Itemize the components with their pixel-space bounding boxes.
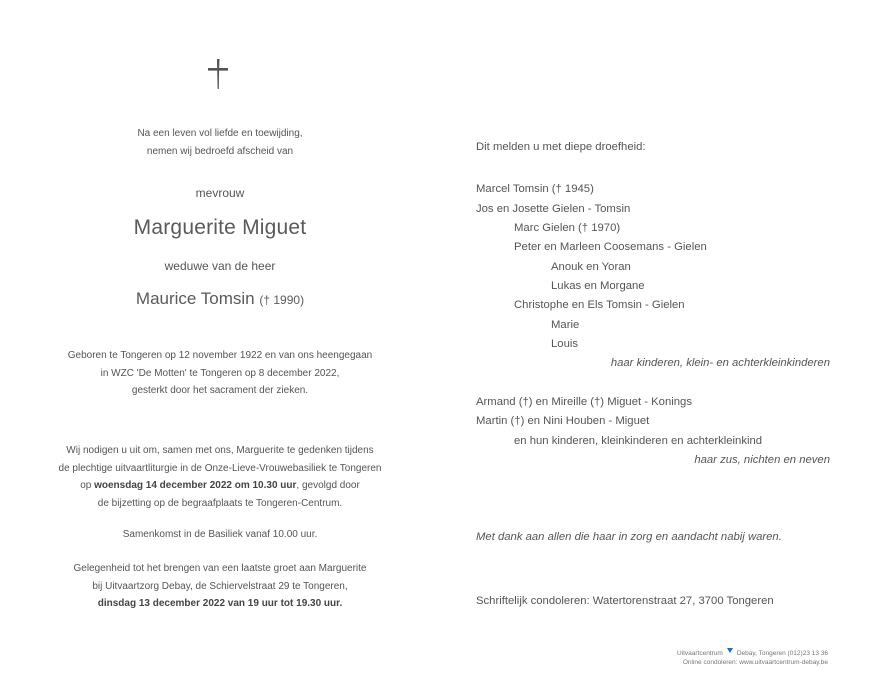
spouse-line — [0, 289, 440, 309]
invitation-line — [0, 477, 440, 495]
mourner-item: Peter en Marleen Coosemans - Gielen — [514, 241, 707, 253]
birth-death-text — [0, 347, 440, 400]
title-prefix: mevrouw — [195, 186, 245, 200]
mourner-item: Louis — [551, 338, 579, 350]
relation-text: weduwe van de heer — [164, 259, 276, 273]
funeral-date: woensdag 14 december 2022 om 10.30 uur — [94, 480, 297, 491]
invitation-pre: op — [80, 480, 95, 491]
debay-logo-icon — [727, 648, 733, 653]
spouse-name: Maurice Tomsin — [135, 289, 255, 308]
mourner-item: en hun kinderen, kleinkinderen en achterkleinkind — [514, 435, 763, 447]
mourner-item: Anouk en Yoran — [551, 261, 631, 273]
birth-death-line: in WZC 'De Motten' te Tongeren op 8 december 2022, — [100, 367, 340, 379]
family2-caption: haar zus, nichten en neven — [694, 454, 830, 466]
funeral-home-footer — [677, 648, 828, 667]
spouse-death: († 1990) — [259, 293, 305, 307]
birth-death-line: Geboren te Tongeren op 12 november 1922 en van ons heengegaan — [67, 350, 373, 361]
mourner-item: Martin (†) en Nini Houben - Miguet — [476, 415, 650, 427]
mourner-item: Marc Gielen († 1970) — [514, 222, 621, 234]
invitation-post: , gevolgd door — [296, 480, 360, 491]
mourners-heading: Dit melden u met diepe droefheid: — [476, 141, 646, 153]
invitation-text — [0, 442, 440, 512]
mourner-item: Armand (†) en Mireille (†) Miguet - Konings — [476, 396, 692, 408]
mourner-item: Marcel Tomsin († 1945) — [476, 183, 594, 195]
birth-death-line: gesterkt door het sacrament der zieken. — [131, 385, 309, 396]
deceased-name: Marguerite Miguet — [133, 216, 307, 239]
footer-website: Online condoleren: www.uitvaartcentrum-debay.be — [682, 659, 828, 666]
family1-caption: haar kinderen, klein- en achterkleinkinderen — [610, 357, 830, 369]
mourner-item: Jos en Josette Gielen - Tomsin — [476, 203, 631, 215]
invitation-line: Wij nodigen u uit om, samen met ons, Marguerite te gedenken tijdens — [66, 445, 374, 456]
farewell-line: bij Uitvaartzorg Debay, de Schiervelstraat 29 te Tongeren, — [92, 580, 348, 592]
cross-icon — [207, 58, 229, 90]
thanks-text: Met dank aan allen die haar in zorg en aandacht nabij waren. — [476, 531, 782, 543]
invitation-line: de plechtige uitvaartliturgie in de Onze-Lieve-Vrouwebasiliek te Tongeren — [58, 462, 382, 474]
intro-line: Na een leven vol liefde en toewijding, — [137, 128, 303, 139]
intro-line: nemen wij bedroefd afscheid van — [146, 145, 294, 157]
invitation-line: de bijzetting op de begraafplaats te Tongeren-Centrum. — [97, 497, 343, 509]
farewell-date: dinsdag 13 december 2022 van 19 uur tot 19.30 uur. — [97, 598, 343, 609]
footer-contact: Debay, Tongeren (012)23 13 36 — [736, 650, 828, 657]
farewell-text — [0, 560, 440, 613]
condolence-address: Schriftelijk condoleren: Watertorenstraat 27, 3700 Tongeren — [476, 595, 774, 607]
mourner-item: Marie — [551, 319, 580, 331]
gathering-text: Samenkomst in de Basiliek vanaf 10.00 uur. — [122, 529, 318, 540]
mourner-item: Christophe en Els Tomsin - Gielen — [514, 299, 685, 311]
footer-line-1 — [677, 648, 828, 658]
mourner-item: Lukas en Morgane — [551, 280, 645, 292]
footer-company: Uitvaartcentrum — [676, 650, 723, 657]
intro-text — [0, 125, 440, 160]
farewell-line: Gelegenheid tot het brengen van een laatste groet aan Marguerite — [73, 563, 367, 574]
